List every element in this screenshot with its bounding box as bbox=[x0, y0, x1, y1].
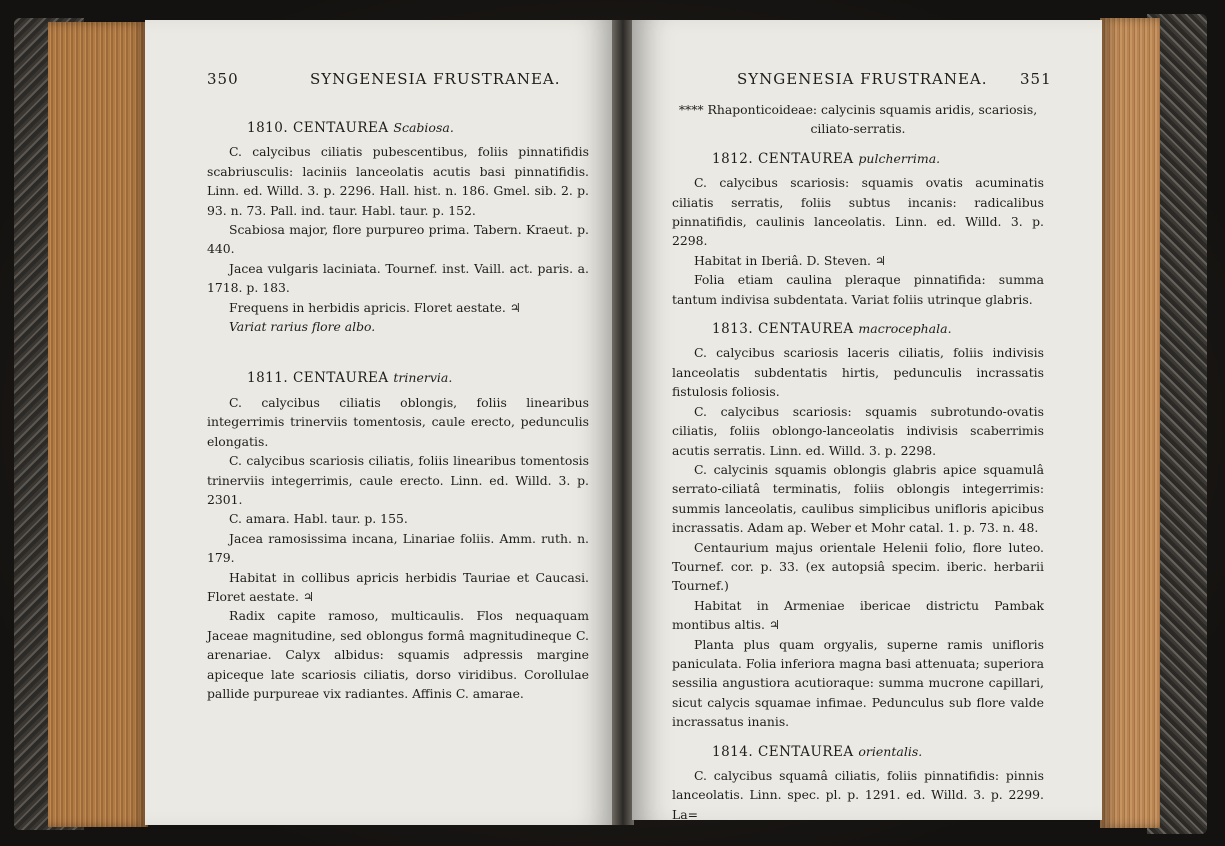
right-running-title: SYNGENESIA FRUSTRANEA. bbox=[737, 70, 988, 88]
entry-heading: 1810. CENTAUREA Scabiosa. bbox=[247, 120, 454, 136]
left-running-title: SYNGENESIA FRUSTRANEA. bbox=[310, 70, 561, 88]
entry-paragraph: Habitat in Iberiâ. D. Steven. ♃ bbox=[694, 252, 887, 268]
entry-paragraph: Folia etiam caulina pleraque pinnatifida: summa tantum indivisa subdentata. Variat foliis utrinque glabris. bbox=[672, 272, 1044, 307]
entry-paragraph: Planta plus quam orgyalis, superne ramis unifloris paniculata. Folia inferiora magna basi attenuata; superiora sessilia angustiora acutioraque: summa mucrone capillari, sicut calycis squamae infimae. Pedunculus sub flore valde incrassatus inanis. bbox=[672, 636, 1044, 730]
entry-paragraph: Frequens in herbidis apricis. Floret aestate. ♃ bbox=[229, 299, 521, 315]
entry-paragraph: Habitat in Armeniae ibericae districtu Pambak montibus altis. ♃ bbox=[672, 597, 1044, 633]
entry-heading: 1813. CENTAUREA macrocephala. bbox=[712, 321, 952, 338]
section-heading: **** Rhaponticoideae: calycinis squamis aridis, scariosis, ciliato-serratis. bbox=[678, 102, 1038, 137]
entry-heading: 1811. CENTAUREA trinervia. bbox=[247, 370, 453, 387]
entry-paragraph: C. amara. Habl. taur. p. 155. bbox=[229, 511, 408, 527]
entry-heading: 1812. CENTAUREA pulcherrima. bbox=[712, 150, 941, 167]
right-page bbox=[632, 20, 1102, 820]
entry-paragraph: Jacea vulgaris laciniata. Tournef. inst. Vaill. act. paris. a. 1718. p. 183. bbox=[207, 260, 589, 296]
entry-paragraph: C. calycibus scariosis laceris ciliatis, foliis indivisis lanceolatis subdentatis hirtis, pedunculis incrassatis fistulosis foliosis. bbox=[672, 345, 1044, 400]
right-page-body bbox=[672, 100, 1044, 824]
left-page bbox=[145, 20, 615, 825]
right-page-number: 351 bbox=[1020, 70, 1052, 88]
left-page-number: 350 bbox=[207, 70, 239, 88]
entry-paragraph: Radix capite ramoso, multicaulis. Flos nequaquam Jaceae magnitudine, sed oblongus formâ magnitudineque C. arenariae. Calyx albidus: squamis adpressis margine apiceque late scariosis ciliatis, dorso viridibus. Corollulae pallide purpureae vix radiantes. Affinis C. amarae. bbox=[207, 608, 589, 701]
entry-heading: 1814. CENTAUREA orientalis. bbox=[712, 743, 923, 760]
entry-paragraph: C. calycibus scariosis: squamis subrotundo-ovatis ciliatis, foliis oblongo-lanceolatis indivisis scaberrimis acutis serratis. Linn. ed. Willd. 3. p. 2298. bbox=[672, 403, 1044, 458]
entry-paragraph: Variat rarius flore albo. bbox=[229, 319, 376, 335]
left-page-edges bbox=[48, 22, 148, 827]
left-page-body bbox=[207, 108, 589, 703]
entry-paragraph: C. calycibus ciliatis pubescentibus, foliis pinnatifidis scabriusculis: laciniis lanceolatis acutis basi pinnatifidis. Linn. ed. Willd. 3. p. 2296. Hall. hist. n. 186. Gmel. sib. 2. p. 93. n. 73. Pall. ind. taur. Habl. taur. p. 152. bbox=[207, 144, 589, 218]
entry-paragraph: C. calycibus scariosis ciliatis, foliis linearibus tomentosis trinerviis integerrimis, caule erecto. Linn. ed. Willd. 3. p. 2301. bbox=[207, 453, 589, 507]
entry-paragraph: C. calycinis squamis oblongis glabris apice squamulâ serrato-ciliatâ terminatis, foliis oblongis integerrimis: summis lanceolatis, caulibus simplicibus unifloris apicibus incrassatis. Adam ap. Weber et Mohr catal. 1. p. 73. n. 48. bbox=[672, 461, 1044, 536]
entry-paragraph: C. calycibus scariosis: squamis ovatis acuminatis ciliatis serratis, foliis subtus incanis: radicalibus pinnatifidis, caulinis lanceolatis. Linn. ed. Willd. 3. p. 2298. bbox=[672, 175, 1044, 249]
entry-paragraph: Scabiosa major, flore purpureo prima. Tabern. Kraeut. p. 440. bbox=[207, 222, 589, 257]
entry-paragraph: Centaurium majus orientale Helenii folio, flore luteo. Tournef. cor. p. 33. (ex autopsiâ specim. iberic. herbarii Tournef.) bbox=[672, 539, 1044, 594]
entry-paragraph: C. calycibus ciliatis oblongis, foliis linearibus integerrimis trinerviis tomentosis, caule erecto, pedunculis elongatis. bbox=[207, 394, 589, 449]
book-gutter bbox=[612, 20, 634, 825]
entry-paragraph: C. calycibus squamâ ciliatis, foliis pinnatifidis: pinnis lanceolatis. Linn. spec. pl. p. 1291. ed. Willd. 3. p. 2299. La= bbox=[672, 768, 1044, 822]
entry-paragraph: Jacea ramosissima incana, Linariae foliis. Amm. ruth. n. 179. bbox=[207, 530, 589, 566]
right-page-edges bbox=[1100, 18, 1160, 828]
entry-paragraph: Habitat in collibus apricis herbidis Tauriae et Caucasi. Floret aestate. ♃ bbox=[207, 569, 589, 604]
